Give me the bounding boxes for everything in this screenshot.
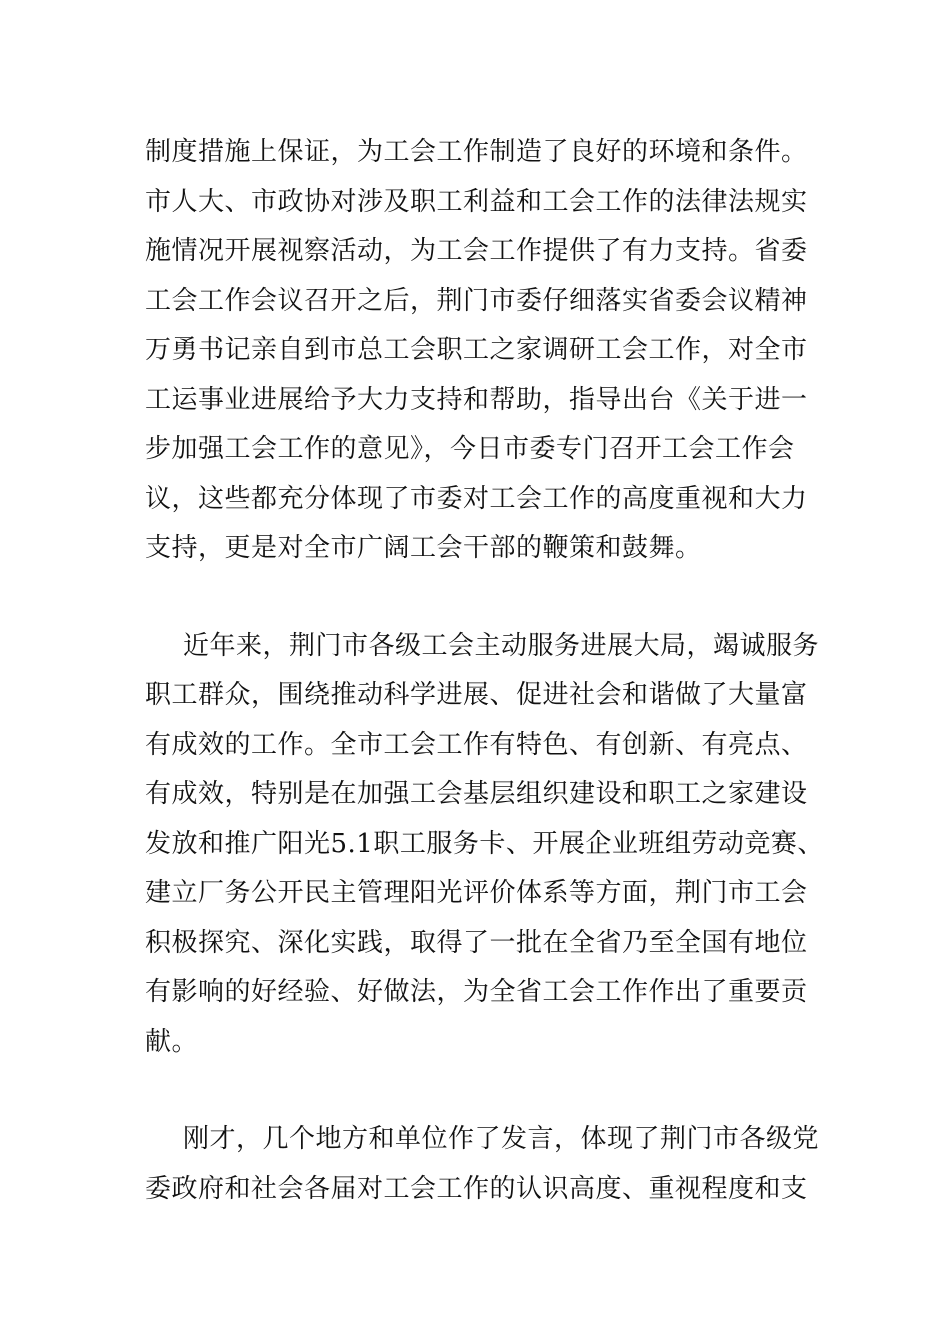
text-line: 发放和推广阳光5.1职工服务卡、开展企业班组劳动竞赛、 bbox=[145, 828, 824, 859]
text-line: 工运事业进展给予大力支持和帮助，指导出台《关于进一 bbox=[145, 384, 808, 415]
text-line: 建立厂务公开民主管理阳光评价体系等方面，荆门市工会 bbox=[145, 878, 808, 908]
text-line: 职工群众，围绕推动科学进展、促进社会和谐做了大量富 bbox=[145, 680, 808, 710]
paragraph-3 bbox=[145, 1115, 820, 1214]
text-line: 积极探究、深化实践，取得了一批在全省乃至全国有地位 bbox=[145, 927, 808, 958]
text-line: 施情况开展视察活动，为工会工作提供了有力支持。省委 bbox=[145, 236, 808, 266]
text-line: 委政府和社会各届对工会工作的认识高度、重视程度和支 bbox=[145, 1173, 808, 1204]
text-line: 献。 bbox=[145, 1026, 199, 1057]
paragraph-1 bbox=[145, 128, 810, 574]
text-line: 工会工作会议召开之后，荆门市委仔细落实省委会议精神 bbox=[145, 285, 808, 316]
paragraph-gap bbox=[145, 574, 810, 622]
text-line: 制度措施上保证，为工会工作制造了良好的环境和条件。 bbox=[145, 137, 808, 167]
text-line: 支持，更是对全市广阔工会干部的鞭策和鼓舞。 bbox=[145, 533, 702, 563]
document-body bbox=[145, 128, 824, 1214]
paragraph-2 bbox=[145, 622, 824, 1068]
text-line: 步加强工会工作的意见》，今日市委专门召开工会工作会 bbox=[145, 434, 795, 464]
paragraph-gap bbox=[145, 1067, 810, 1115]
text-line: 议，这些都充分体现了市委对工会工作的高度重视和大力 bbox=[145, 483, 808, 514]
text-line: 万勇书记亲自到市总工会职工之家调研工会工作，对全市 bbox=[145, 335, 808, 365]
text-line: 有成效，特别是在加强工会基层组织建设和职工之家建设 bbox=[145, 779, 808, 809]
text-line: 有成效的工作。全市工会工作有特色、有创新、有亮点、 bbox=[145, 729, 808, 760]
text-line: 刚才，几个地方和单位作了发言，体现了荆门市各级党 bbox=[183, 1124, 820, 1154]
text-line: 有影响的好经验、好做法，为全省工会工作作出了重要贡 bbox=[145, 977, 808, 1007]
text-line: 近年来，荆门市各级工会主动服务进展大局，竭诚服务 bbox=[183, 630, 820, 661]
text-line: 市人大、市政协对涉及职工利益和工会工作的法律法规实 bbox=[145, 186, 808, 217]
